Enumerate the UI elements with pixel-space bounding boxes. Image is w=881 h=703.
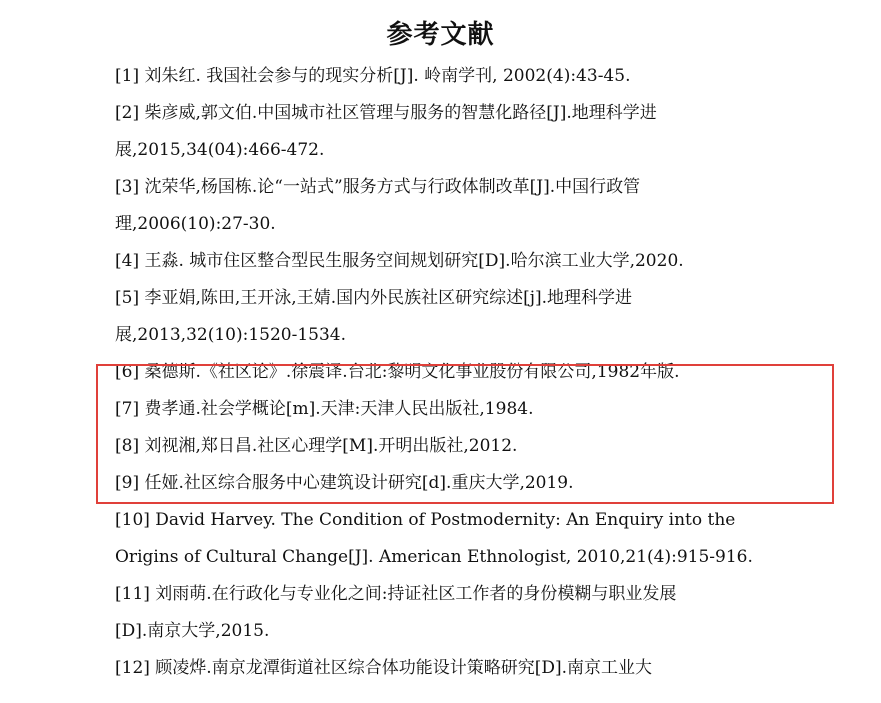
reference-line: 展,2015,34(04):466-472. [115, 140, 325, 160]
reference-line: 理,2006(10):27-30. [115, 214, 276, 234]
reference-line: [11] 刘雨萌.在行政化与专业化之间:持证社区工作者的身份模糊与职业发展 [115, 584, 677, 604]
page-title: 参考文献 [386, 20, 495, 50]
reference-line: [7] 费孝通.社会学概论[m].天津:天津人民出版社,1984. [115, 399, 534, 419]
reference-line: [12] 顾凌烨.南京龙潭街道社区综合体功能设计策略研究[D].南京工业大 [115, 658, 653, 678]
reference-line: [4] 王淼. 城市住区整合型民生服务空间规划研究[D].哈尔滨工业大学,2020. [115, 251, 684, 271]
reference-line: [3] 沈荣华,杨国栋.论“一站式”服务方式与行政体制改革[J].中国行政管 [115, 177, 641, 197]
reference-line: [5] 李亚娟,陈田,王开泳,王婧.国内外民族社区研究综述[j].地理科学进 [115, 288, 633, 308]
highlight-box [96, 364, 834, 504]
reference-line: Origins of Cultural Change[J]. American Ethnologist, 2010,21(4):915-916. [115, 547, 753, 567]
reference-line: [1] 刘朱红. 我国社会参与的现实分析[J]. 岭南学刊, 2002(4):43-45. [115, 66, 631, 86]
reference-line: [D].南京大学,2015. [115, 621, 270, 641]
reference-line: [10] David Harvey. The Condition of Postmodernity: An Enquiry into the [115, 510, 736, 530]
reference-line: [8] 刘视湘,郑日昌.社区心理学[M].开明出版社,2012. [115, 436, 518, 456]
reference-line: 展,2013,32(10):1520-1534. [115, 325, 347, 345]
reference-line: [6] 桑德斯.《社区论》.徐震译.台北:黎明文化事业股份有限公司,1982年版. [115, 362, 680, 382]
reference-line: [2] 柴彦威,郭文伯.中国城市社区管理与服务的智慧化路径[J].地理科学进 [115, 103, 657, 123]
reference-line: [9] 任娅.社区综合服务中心建筑设计研究[d].重庆大学,2019. [115, 473, 574, 493]
